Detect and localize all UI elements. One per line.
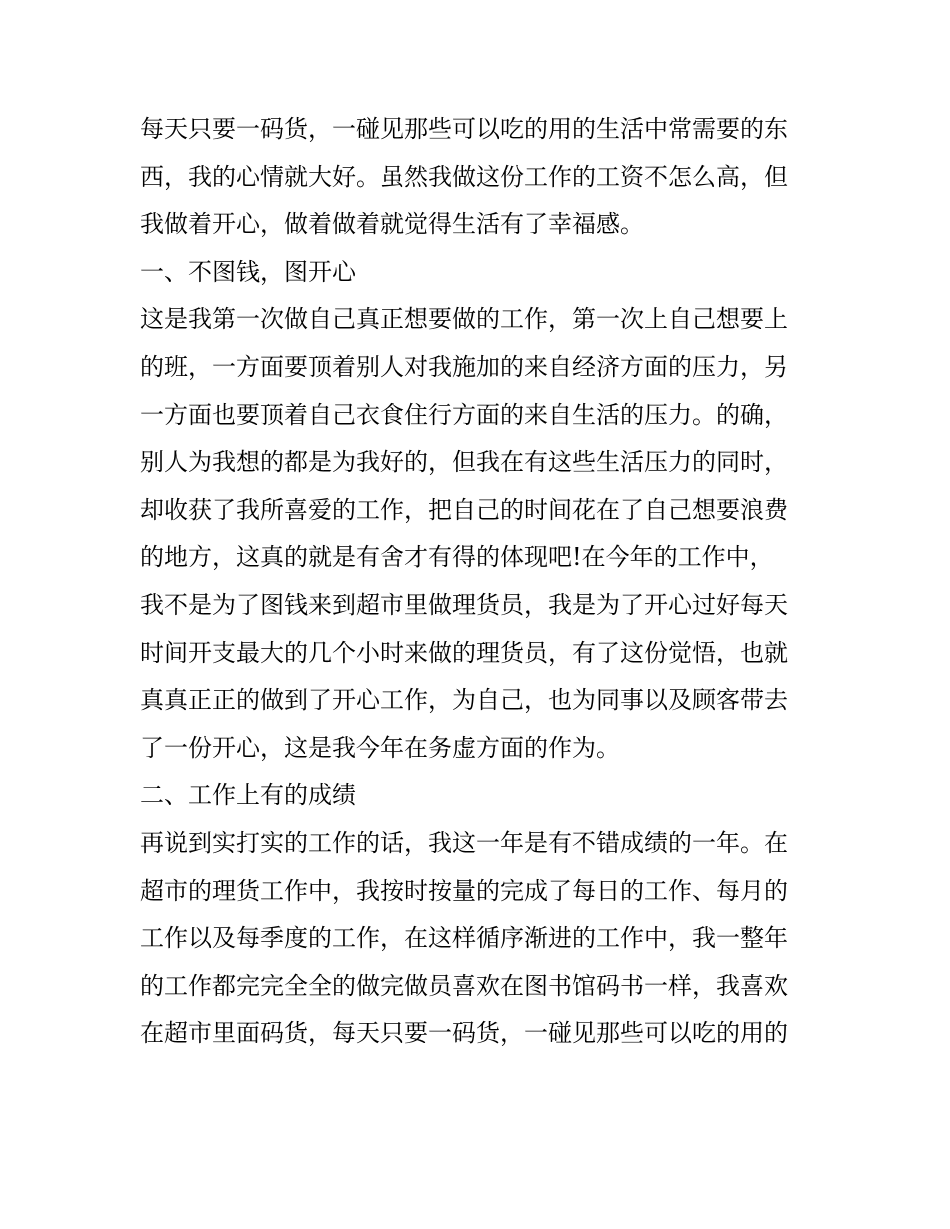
text-line: 在超市里面码货，每天只要一码货，一碰见那些可以吃的用的 bbox=[140, 1019, 788, 1048]
text-line: 的班，一方面要顶着别人对我施加的来自经济方面的压力，另 bbox=[140, 352, 788, 381]
text-line: 了一份开心，这是我今年在务虚方面的作为。 bbox=[140, 733, 620, 762]
body-text bbox=[140, 106, 820, 1058]
text-line: 这是我第一次做自己真正想要做的工作，第一次上自己想要上 bbox=[140, 305, 788, 334]
text-line: 我不是为了图钱来到超市里做理货员，我是为了开心过好每天 bbox=[140, 590, 788, 619]
text-line: 却收获了我所喜爱的工作，把自己的时间花在了自己想要浪费 bbox=[140, 495, 788, 524]
text-line: 我做着开心，做着做着就觉得生活有了幸福感。 bbox=[140, 210, 644, 239]
text-line: 的地方，这真的就是有舍才有得的体现吧!在今年的工作中， bbox=[140, 543, 774, 572]
text-line: 的工作都完完全全的做完做员喜欢在图书馆码书一样，我喜欢 bbox=[140, 971, 788, 1000]
text-line: 每天只要一码货，一碰见那些可以吃的用的生活中常需要的东 bbox=[140, 115, 788, 143]
text-line: 别人为我想的都是为我好的，但我在有这些生活压力的同时， bbox=[140, 448, 788, 477]
section-heading: 一、不图钱，图开心 bbox=[140, 257, 356, 286]
text-line: 真真正正的做到了开心工作，为自己，也为同事以及顾客带去 bbox=[140, 686, 788, 715]
text-line: 一方面也要顶着自己衣食住行方面的来自生活的压力。的确， bbox=[140, 400, 788, 429]
text-line: 工作以及每季度的工作，在这样循序渐进的工作中，我一整年 bbox=[140, 924, 788, 953]
text-line: 西，我的心情就大好。虽然我做这份工作的工资不怎么高，但 bbox=[140, 162, 788, 191]
text-line: 超市的理货工作中，我按时按量的完成了每日的工作、每月的 bbox=[140, 876, 788, 905]
text-line: 时间开支最大的几个小时来做的理货员，有了这份觉悟，也就 bbox=[140, 638, 788, 667]
text-line: 再说到实打实的工作的话，我这一年是有不错成绩的一年。在 bbox=[140, 828, 788, 857]
section-heading: 二、工作上有的成绩 bbox=[140, 781, 356, 810]
